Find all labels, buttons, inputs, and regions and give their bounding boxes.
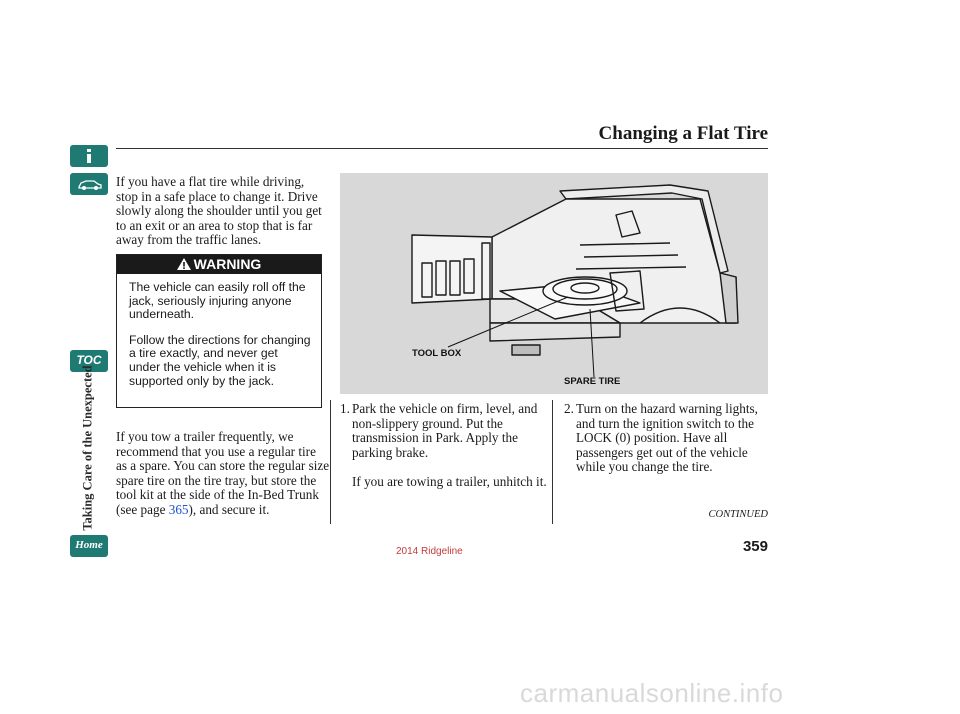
column-divider-left xyxy=(330,400,331,524)
warning-heading-text: WARNING xyxy=(193,256,262,272)
page-number: 359 xyxy=(742,538,768,555)
step-1-number: 1. xyxy=(340,401,350,416)
info-button[interactable] xyxy=(70,145,108,167)
header-rule xyxy=(116,148,768,149)
step-1-extra: If you are towing a trailer, unhitch it. xyxy=(352,474,547,490)
watermark: carmanualsonline.info xyxy=(520,678,784,708)
home-label: Home xyxy=(75,539,103,551)
step-1-text: Park the vehicle on firm, level, and non-slippery ground. Put the transmission in Park. Apply the parking brake. xyxy=(352,401,538,460)
spare-tire-figure xyxy=(340,173,768,394)
car-icon xyxy=(70,173,108,195)
section-label: Taking Care of the Unexpected xyxy=(80,365,95,531)
page-title: Changing a Flat Tire xyxy=(598,123,768,144)
truck-bed-illustration xyxy=(340,173,768,394)
trailer-text: If you tow a trailer frequently, we recommend that you use a regular tire as a spare. You can store the regular size spare tire on the tire tray, but store the tool kit at the side of the In-Bed Trunk (see page xyxy=(116,429,330,517)
warning-text-2: Follow the directions for changing a tire exactly, and never get under the vehicle when it is supported only by the jack. xyxy=(129,332,311,388)
warning-text-1: The vehicle can easily roll off the jack, seriously injuring anyone underneath. xyxy=(129,280,306,322)
intro-paragraph: If you have a flat tire while driving, stop in a safe place to change it. Drive slowly along the shoulder until you get to an exit or an area to stop that is far away from the traffic lanes. xyxy=(116,174,322,248)
column-divider-right xyxy=(552,400,553,524)
warning-triangle-icon xyxy=(177,258,191,270)
label-tool-box: TOOL BOX xyxy=(412,348,462,359)
section-tab xyxy=(78,358,98,538)
vehicle-button[interactable] xyxy=(70,173,108,195)
footer-model: 2014 Ridgeline xyxy=(396,546,463,557)
continued-label: CONTINUED xyxy=(708,509,768,520)
warning-box xyxy=(116,254,322,408)
toc-label: TOC xyxy=(76,353,102,367)
warning-heading xyxy=(117,255,321,274)
trailer-paragraph xyxy=(116,430,330,518)
trailer-text-end: ), and secure it. xyxy=(188,501,270,517)
home-button[interactable] xyxy=(70,535,108,557)
label-spare-tire: SPARE TIRE xyxy=(564,376,621,387)
step-2-text: Turn on the hazard warning lights, and turn the ignition switch to the LOCK (0) position. Have all passengers get out of the vehicle while you change the tire. xyxy=(576,401,758,475)
page-link-365[interactable]: 365 xyxy=(168,501,189,517)
step-2 xyxy=(564,402,770,475)
step-2-number: 2. xyxy=(564,401,574,416)
info-icon xyxy=(70,145,108,167)
step-1 xyxy=(340,402,548,490)
